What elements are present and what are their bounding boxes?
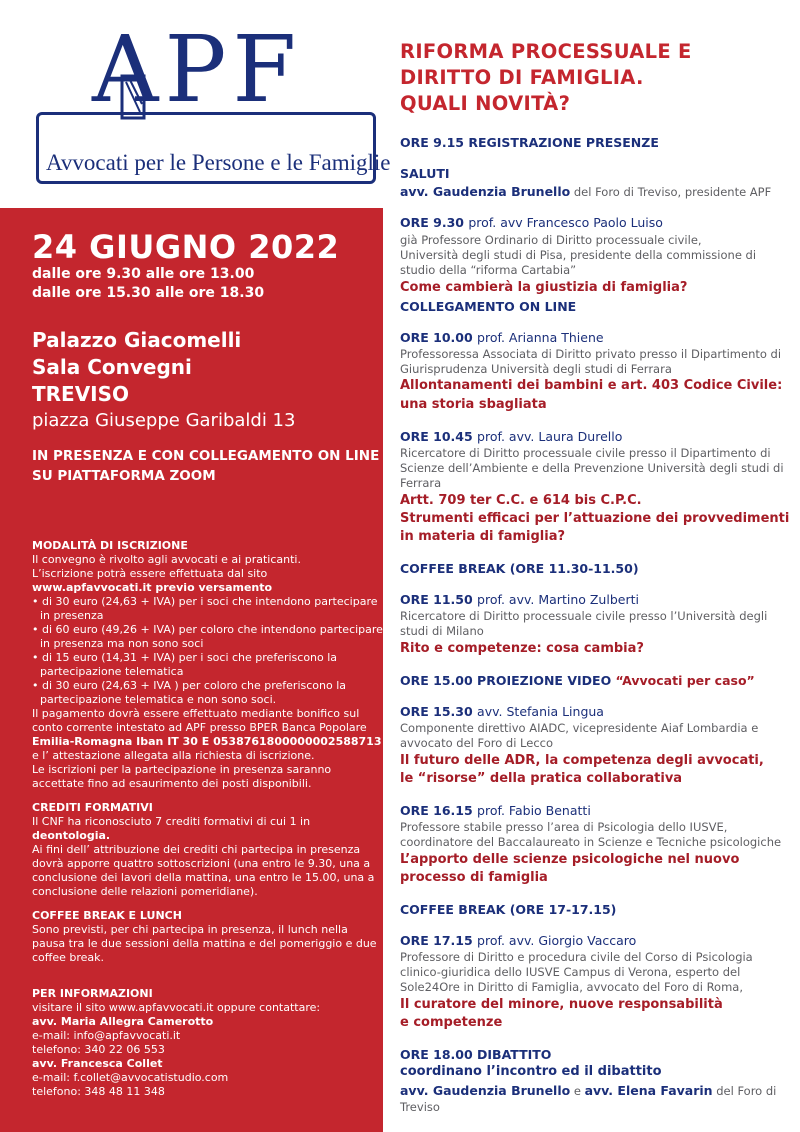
info-email: e-mail: f.collet@avvocatistudio.com [32, 1071, 229, 1084]
session-desc: Professore stabile presso l’area di Psicologia dello IUSVE, [400, 820, 728, 834]
session-7: ORE 17.15 prof. avv. Giorgio Vaccaro [400, 933, 637, 948]
program-title: DIRITTO DI FAMIGLIA. [400, 66, 644, 89]
iscrizione-line: • di 30 euro (24,63 + IVA ) per coloro che preferiscono la [32, 679, 347, 692]
iscrizione-line: www.apfavvocati.it previo versamento [32, 581, 273, 594]
logo-letters: APF [92, 16, 303, 123]
iscrizione-line: e l’ attestazione allegata alla richiesta di iscrizione. [32, 749, 315, 762]
session-talk: L’apporto delle scienze psicologiche nel nuovo [400, 852, 740, 867]
session-talk: Il curatore del minore, nuove responsabilità [400, 997, 723, 1012]
iscrizione-line: in presenza ma non sono soci [40, 637, 204, 650]
session-5: ORE 15.30 avv. Stefania Lingua [400, 704, 604, 719]
session-desc: clinico-giuridica dello IUSVE Campus di Verona, esperto del [400, 965, 741, 979]
session-talk: processo di famiglia [400, 870, 548, 885]
crediti-heading: CREDITI FORMATIVI [32, 801, 153, 814]
session-6: ORE 16.15 prof. Fabio Benatti [400, 803, 591, 818]
logo-tagline: Avvocati per le Persone e le Famiglie [46, 150, 391, 175]
hours-afternoon: dalle ore 15.30 alle ore 18.30 [32, 285, 265, 301]
iscrizione-line: partecipazione telematica e non sono soci. [40, 693, 277, 706]
session-4: ORE 11.50 prof. avv. Martino Zulberti [400, 592, 639, 607]
crediti-line: conclusione delle relazioni pomeridiane). [32, 885, 258, 898]
info-email: e-mail: info@apfavvocati.it [32, 1029, 181, 1042]
session-desc: Università degli studi di Pisa, presidente della commissione di [400, 248, 757, 262]
info-phone: telefono: 340 22 06 553 [32, 1043, 165, 1056]
venue-city: TREVISO [32, 382, 130, 406]
session-desc: Componente direttivo AIADC, vicepresidente Aiaf Lombardia e [400, 721, 759, 735]
event-date: 24 GIUGNO 2022 [32, 228, 340, 266]
session-talk: Il futuro delle ADR, la competenza degli avvocati, [400, 753, 764, 768]
logo-area [0, 0, 391, 208]
iscrizione-line: Emilia-Romagna Iban IT 30 E 0538761800000002588713 [32, 735, 382, 748]
session-1: ORE 9.30 prof. avv Francesco Paolo Luiso [400, 215, 663, 230]
iscrizione-line: Le iscrizioni per la partecipazione in presenza saranno [32, 763, 332, 776]
program-title: QUALI NOVITÀ? [400, 92, 571, 115]
info-phone: telefono: 348 48 11 348 [32, 1085, 165, 1098]
session-2: ORE 10.00 prof. Arianna Thiene [400, 330, 604, 345]
coffee-heading: COFFEE BREAK E LUNCH [32, 909, 182, 922]
venue-room: Sala Convegni [32, 355, 192, 379]
coffee-break: COFFEE BREAK (ORE 17-17.15) [400, 902, 617, 917]
saluti-speaker: avv. Gaudenzia Brunello del Foro di Treviso, presidente APF [400, 184, 772, 199]
session-talk: in materia di famiglia? [400, 529, 566, 544]
iscrizione-line: partecipazione telematica [40, 665, 184, 678]
iscrizione-line: • di 60 euro (49,26 + IVA) per coloro che intendono partecipare [32, 623, 383, 636]
iscrizione-line: Il convegno è rivolto agli avvocati e ai praticanti. [32, 553, 301, 566]
debate-moderators: avv. Gaudenzia Brunello e avv. Elena Favarin del Foro di [400, 1083, 777, 1098]
session-3: ORE 10.45 prof. avv. Laura Durello [400, 429, 623, 444]
session-talk: e competenze [400, 1015, 503, 1030]
info-contact-name: avv. Francesca Collet [32, 1057, 163, 1070]
crediti-line: dovrà apporre quattro sottoscrizioni (una entro le 9.30, una a [32, 857, 371, 870]
session-desc: studi di Milano [400, 624, 484, 638]
session-desc: Ricercatore di Diritto processuale civile presso l’Università degli [400, 609, 768, 623]
session-desc: Professoressa Associata di Diritto privato presso il Dipartimento di [400, 347, 782, 361]
session-talk: Allontanamenti dei bambini e art. 403 Codice Civile: [400, 378, 783, 393]
session-talk: le “risorse” della pratica collaborativa [400, 771, 683, 786]
attendance-mode-2: SU PIATTAFORMA ZOOM [32, 468, 216, 484]
session-desc: Professore di Diritto e procedura civile del Corso di Psicologia [400, 950, 753, 964]
online-note: COLLEGAMENTO ON LINE [400, 299, 577, 314]
crediti-line: Il CNF ha riconosciuto 7 crediti formativi di cui 1 in [32, 815, 311, 828]
iscrizione-line: Il pagamento dovrà essere effettuato mediante bonifico sul [32, 707, 360, 720]
iscrizione-line: accettate fino ad esaurimento dei posti disponibili. [32, 777, 312, 790]
info-heading: PER INFORMAZIONI [32, 987, 153, 1000]
video-projection: ORE 15.00 PROIEZIONE VIDEO “Avvocati per caso” [400, 673, 755, 688]
left-panel [0, 0, 391, 1132]
session-desc: Ferrara [400, 476, 442, 490]
session-desc: Ricercatore di Diritto processuale civile presso il Dipartimento di [400, 446, 771, 460]
session-desc: Sole24Ore in Diritto di Famiglia, avvocato del Foro di Roma, [400, 980, 743, 994]
coffee-line: coffee break. [32, 951, 105, 964]
saluti: SALUTI [400, 166, 450, 181]
coffee-line: Sono previsti, per chi partecipa in presenza, il lunch nella [32, 923, 348, 936]
session-talk: Rito e competenze: cosa cambia? [400, 641, 644, 656]
iscrizione-line: • di 15 euro (14,31 + IVA) per i soci che preferiscono la [32, 651, 338, 664]
crediti-line: Ai fini dell’ attribuzione dei crediti chi partecipa in presenza [32, 843, 361, 856]
session-talk: una storia sbagliata [400, 397, 547, 412]
session-desc: già Professore Ordinario di Diritto processuale civile, [400, 233, 702, 247]
venue-name: Palazzo Giacomelli [32, 328, 242, 352]
session-desc: Giurisprudenza Università degli studi di Ferrara [400, 362, 672, 376]
crediti-line: deontologia. [32, 829, 111, 842]
session-desc: coordinatore del Baccalaureato in Scienze e Tecniche psicologiche [400, 835, 782, 849]
session-desc: avvocato del Foro di Lecco [400, 736, 554, 750]
session-desc: Scienze dell’Ambiente e della Prevenzione Università degli studi di [400, 461, 784, 475]
debate: ORE 18.00 DIBATTITO [400, 1047, 552, 1062]
session-talk: Artt. 709 ter C.C. e 614 bis C.P.C. [400, 493, 642, 508]
registration: ORE 9.15 REGISTRAZIONE PRESENZE [400, 135, 659, 150]
program-title: RIFORMA PROCESSUALE E [400, 40, 692, 63]
coffee-break: COFFEE BREAK (ORE 11.30-11.50) [400, 561, 639, 576]
iscrizione-line: L’iscrizione potrà essere effettuata dal sito [32, 567, 268, 580]
debate-role: Treviso [400, 1100, 440, 1114]
coffee-line: pausa tra le due sessioni della mattina e del pomeriggio e due [32, 937, 377, 950]
crediti-line: conclusione dei lavori della mattina, una entro le 15.00, una a [32, 871, 375, 884]
hours-morning: dalle ore 9.30 alle ore 13.00 [32, 266, 255, 282]
iscrizione-line: • di 30 euro (24,63 + IVA) per i soci che intendono partecipare [32, 595, 378, 608]
session-desc: studio della “riforma Cartabia” [400, 263, 577, 277]
session-talk: Come cambierà la giustizia di famiglia? [400, 280, 688, 295]
info-contact-name: avv. Maria Allegra Camerotto [32, 1015, 214, 1028]
debate-sub: coordinano l’incontro ed il dibattito [400, 1064, 662, 1079]
attendance-mode-1: IN PRESENZA E CON COLLEGAMENTO ON LINE [32, 448, 380, 464]
iscrizione-line: in presenza [40, 609, 104, 622]
iscrizione-line: conto corrente intestato ad APF presso BPER Banca Popolare [32, 721, 367, 734]
session-talk: Strumenti efficaci per l’attuazione dei provvedimenti [400, 511, 790, 526]
venue-address: piazza Giuseppe Garibaldi 13 [32, 410, 296, 431]
info-line: visitare il sito www.apfavvocati.it oppure contattare: [32, 1001, 321, 1014]
details-block [32, 539, 383, 1099]
iscrizione-heading: MODALITÀ DI ISCRIZIONE [32, 539, 188, 552]
